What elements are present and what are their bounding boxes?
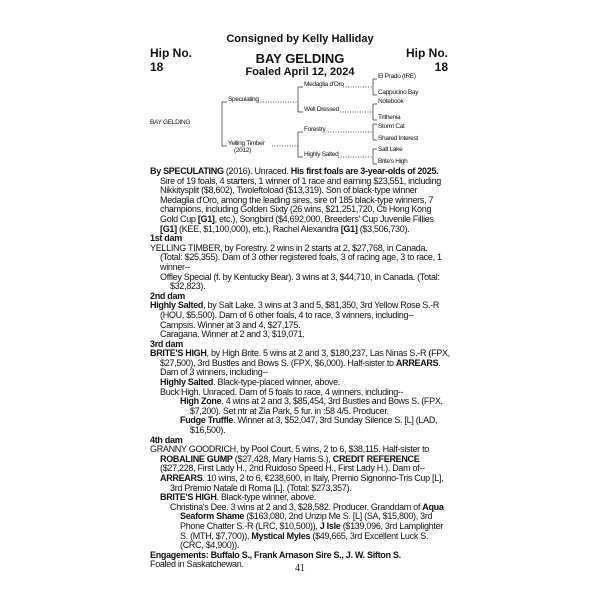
- third-dam-grandproduce: [150, 397, 450, 416]
- pedigree-gg2: Cappucino Bay: [378, 89, 419, 96]
- pedigree-sire-sire: Medaglia d'Oro: [304, 81, 344, 88]
- pedigree-gg7: Salt Lake: [378, 146, 403, 153]
- second-dam-produce: Caragana. Winner at 2 and 3, $19,071.: [160, 329, 305, 340]
- pedigree-sire: Speculating: [228, 96, 259, 103]
- pedigree-dam: Yelling Timber: [228, 140, 265, 147]
- sire-text: (KEE, $1,100,000), etc.), Rachel Alexandra: [176, 223, 341, 234]
- pedigree-gg6: Shared Interest: [378, 135, 418, 142]
- sire-text: Sire of 19 foals, 4 starters, 1 winner of 1 race and earning $23,551, including Nikkitysplit ($8,602), Twoleftoload ($13,319). Son of black-type winner Medaglia d'Oro, among the leading sires, sire of 185 black-type winners, 7 champions, including Golden Sixty (26 wins, $21,251,720, Cti Hong Kong Gold Cup: [160, 175, 441, 224]
- sire-paragraph: [150, 167, 450, 234]
- grade-badge: [G1]: [197, 213, 215, 224]
- produce-name: Aqua Seaform Shame: [180, 501, 444, 522]
- second-dam-heading: 2nd dam: [150, 290, 185, 301]
- hip-value: 18: [434, 60, 448, 74]
- fourth-dam-paragraph: [150, 445, 450, 474]
- catalog-body: [150, 167, 450, 570]
- sire-text: , etc.), Songbird ($4,692,000, Breeders' Cup Juvenile Fillies: [214, 213, 434, 224]
- produce-name: High Zone: [180, 396, 222, 407]
- grade-badge: [G1]: [340, 223, 358, 234]
- third-dam-text: , by High Brite. 5 wins at 2 and 3, $180,237, Las Ninas S.-R (FPX, $27,500), 3rd Bustles and Bows S. (FPX, $6,000). Half-sister to: [160, 348, 450, 368]
- third-dam-grandproduce: [150, 416, 450, 435]
- fourth-dam-relative: CREDIT REFERENCE: [332, 453, 420, 464]
- hip-value: 18: [150, 60, 164, 74]
- page-number: 41: [295, 563, 305, 574]
- third-dam-half-sister: ARREARS: [395, 357, 439, 368]
- produce-text: ($49,665, 3rd Excellent Luck S. (CRC, $4,900)).: [180, 530, 429, 551]
- hip-label: Hip No.: [150, 46, 192, 60]
- produce-text: . Winner at 3, $52,047, 3rd Sunday Silence S. [L] (LAD, $16,500).: [190, 415, 438, 436]
- third-dam-heading: 3rd dam: [150, 338, 183, 349]
- hip-label: Hip No.: [406, 46, 448, 60]
- third-dam-name: BRITE'S HIGH: [150, 348, 207, 359]
- produce-name: Fudge Truffle: [180, 415, 234, 426]
- pedigree-dam-year: (2012): [234, 147, 251, 154]
- grade-badge: [G1]: [160, 223, 177, 234]
- sire-highlight: His first foals are 3-year-olds of 2025.: [290, 166, 439, 176]
- produce-name: Highly Salted: [160, 377, 214, 388]
- produce-text: . Black-type winner, above.: [216, 492, 317, 503]
- produce-text: ($163,080, 2nd Unzip Me S. [L] (SA, $15,800), 3rd Phone Chatter S.-R (LRC, $10,500)),: [180, 511, 433, 531]
- produce-text: . 10 wins, 2 to 6, €238,600, in Italy, Premio Signorino-Tris Cup [L], 3rd Premio Natale di Roma [L]. (Total: $273,357).: [170, 473, 444, 493]
- second-dam-paragraph: [150, 301, 450, 320]
- foaled-date: Foaled April 12, 2024: [245, 66, 355, 78]
- engagements: Engagements: Buffalo S., Frank Arnason Sire S., J. W. Sifton S.: [150, 549, 401, 560]
- first-dam-paragraph: YELLING TIMBER, by Forestry. 2 wins in 2 starts at 2, $27,768, in Canada. (Total: $25,355). Dam of 3 other registered foals, 3 of racing age, 3 to race, 1 winner--: [150, 242, 442, 272]
- produce-text: ($139,096, 3rd Lamplighter S. (MTH, $7,700)),: [180, 520, 443, 541]
- first-dam-heading: 1st dam: [150, 233, 182, 244]
- horse-title: BAY GELDING: [255, 51, 345, 66]
- pedigree-gg4: Trithenia: [378, 114, 401, 121]
- second-dam-text: , by Salt Lake. 3 wins at 3 and 5, $81,350, 3rd Yellow Rose S.-R (HOU, $5,500). Dam of 6 other foals, 4 to race, 3 winners, including--: [160, 300, 440, 320]
- pedigree-horse: BAY GELDING: [150, 119, 191, 126]
- sire-text: ($3,506,730).: [357, 223, 410, 234]
- third-dam-text: . Dam of 3 winners, including--: [160, 357, 441, 378]
- fourth-dam-text: GRANNY GOODRICH, by Pool Court. 5 wins, 2 to 6, $38,115. Half-sister to: [150, 444, 429, 455]
- foaled-in: Foaled in Saskatchewan.: [150, 559, 244, 570]
- consignor-line: Consigned by Kelly Halliday: [226, 33, 374, 45]
- fourth-dam-text: ($27,228, First Lady H., 2nd Ruidoso Speed H., First Lady H.). Dam of--: [160, 463, 425, 474]
- third-dam-produce: Buck High. Unraced. Dam of 5 foals to race, 4 winners, including--: [160, 386, 404, 397]
- produce-name: Mystical Myles: [251, 530, 311, 541]
- pedigree-dam-dam: Highly Salted: [304, 151, 339, 158]
- produce-text: Christina's Dee. 3 wins at 2 and 3, $28,582. Producer. Granddam of: [170, 501, 423, 512]
- first-dam-produce: Offley Special (f. by Kentucky Bear). 3 wins at 3, $44,710, in Canada. (Total: $32,823).: [160, 271, 440, 292]
- produce-name: ARREARS: [160, 473, 203, 483]
- produce-text: . Black-type-placed winner, above.: [213, 377, 340, 388]
- pedigree-sire-dam: Well Dressed: [304, 106, 339, 113]
- second-dam-produce: Campsis. Winner at 3 and 4, $27,175.: [160, 319, 301, 330]
- third-dam-paragraph: [150, 349, 450, 378]
- pedigree-gg8: Brite's High: [378, 158, 408, 165]
- sire-lead-rest: (2016). Unraced.: [223, 166, 291, 176]
- second-dam-name: Highly Salted: [150, 300, 204, 311]
- sire-lead: By SPECULATING: [150, 166, 224, 176]
- fourth-dam-produce: [150, 474, 450, 493]
- produce-name: J Isle: [319, 520, 341, 531]
- fourth-dam-text: ($27,428, Mary Harris S.),: [232, 453, 333, 464]
- pedigree-gg5: Storm Cat: [378, 123, 405, 130]
- pedigree-dam-sire: Forestry: [304, 126, 326, 133]
- fourth-dam-heading: 4th dam: [150, 434, 183, 445]
- pedigree-gg1: El Prado (IRE): [378, 73, 416, 80]
- fourth-dam-produce: [150, 503, 450, 551]
- fourth-dam-relative: ROBALINE GUMP: [160, 453, 233, 464]
- pedigree-gg3: Notebook: [378, 98, 404, 105]
- produce-name: BRITE'S HIGH: [160, 492, 217, 503]
- produce-text: . 4 wins at 2 and 3, $85,454, 3rd Bustles and Bows S. (FPX, $7,200). Set ntr at Zia Park, 5 fur. in :58 4/5. Producer.: [190, 396, 443, 416]
